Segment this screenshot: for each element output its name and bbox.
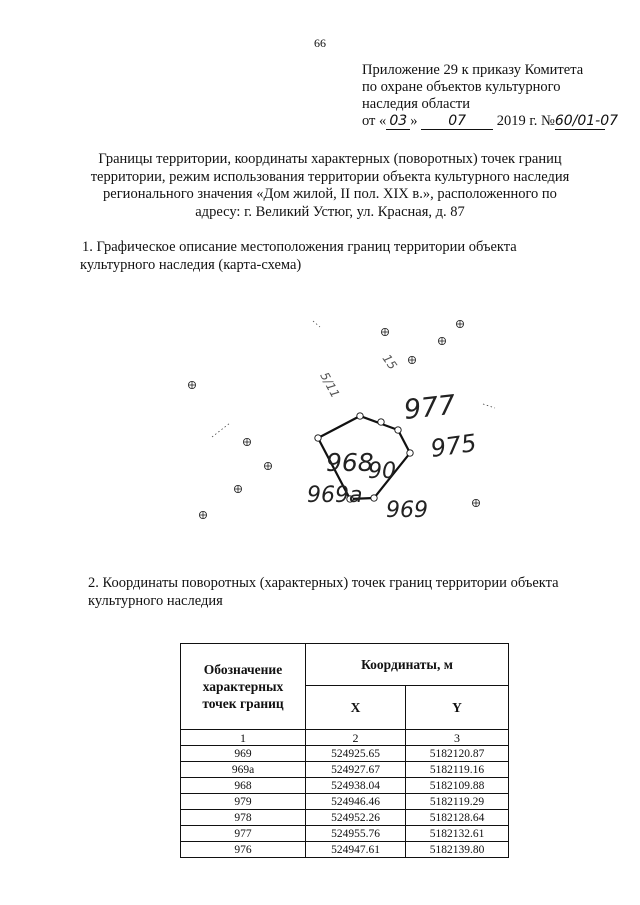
map-label-90: 90: [368, 459, 396, 484]
index-cell: 1: [181, 730, 306, 746]
x-cell: 524952.26: [306, 810, 406, 826]
section-2-line-1: 2. Координаты поворотных (характерных) точек границ территории объекта: [88, 575, 559, 591]
x-cell: 524947.61: [306, 842, 406, 858]
table-row: [181, 762, 509, 778]
boundary-point: [378, 419, 384, 425]
y-cell: 5182119.16: [406, 762, 509, 778]
header-line: точек границ: [202, 696, 284, 711]
point-cell: 968: [181, 778, 306, 794]
x-cell: 524946.46: [306, 794, 406, 810]
index-cell: 2: [306, 730, 406, 746]
table-row: [181, 794, 509, 810]
y-cell: 5182120.87: [406, 746, 509, 762]
heading-line-1: Границы территории, координаты характерных (поворотных) точек границ: [98, 151, 562, 167]
x-cell: 524927.67: [306, 762, 406, 778]
section-1-title: [82, 238, 592, 274]
survey-marker: [472, 499, 479, 506]
heading-line-3: регионального значения «Дом жилой, II пол. XIX в.», расположенного по: [103, 186, 557, 202]
survey-marker: [188, 381, 195, 388]
map-labels: [307, 352, 478, 523]
index-cell: 3: [406, 730, 509, 746]
boundary-point: [395, 427, 401, 433]
y-cell: 5182132.61: [406, 826, 509, 842]
x-cell: 524955.76: [306, 826, 406, 842]
map-label-968: 968: [326, 448, 374, 477]
map-label-975: 975: [428, 428, 479, 463]
heading-line-2: территории, режим использования территории объекта культурного наследия: [90, 168, 570, 185]
x-cell: 524925.65: [306, 746, 406, 762]
survey-marker: [199, 511, 206, 518]
date-mid: »: [410, 113, 418, 129]
survey-marker: [438, 337, 445, 344]
boundary-point: [371, 495, 377, 501]
point-cell: 979: [181, 794, 306, 810]
y-cell: 5182139.80: [406, 842, 509, 858]
point-cell: 976: [181, 842, 306, 858]
survey-marker: [456, 320, 463, 327]
survey-marker: [408, 356, 415, 363]
x-header: X: [306, 686, 406, 730]
appendix-header: [362, 62, 619, 130]
header-line: Обозначение: [203, 662, 283, 677]
survey-marker: [264, 462, 271, 469]
survey-marker: [381, 328, 388, 335]
boundary-point: [407, 450, 413, 456]
survey-marker: [234, 485, 241, 492]
section-1-line-1: 1. Графическое описание местоположения границ территории объекта: [82, 239, 517, 255]
boundary-point: [357, 413, 363, 419]
coordinates-header: Координаты, м: [306, 644, 509, 686]
order-number: 60/01-07: [554, 113, 619, 129]
page-number: 66: [314, 36, 326, 50]
y-cell: 5182128.64: [406, 810, 509, 826]
header-line: характерных: [202, 679, 284, 694]
y-cell: 5182119.29: [406, 794, 509, 810]
x-cell: 524938.04: [306, 778, 406, 794]
survey-marker: [243, 438, 250, 445]
point-designation-header: [181, 644, 306, 730]
boundary-map: [150, 305, 510, 530]
appendix-line-1: Приложение 29 к приказу Комитета: [362, 62, 584, 78]
section-2-title: [88, 574, 598, 610]
point-cell: 978: [181, 810, 306, 826]
appendix-line-3: наследия области: [362, 96, 471, 112]
table-row: [181, 746, 509, 762]
map-label-969a: 969a: [307, 483, 363, 508]
point-cell: 969: [181, 746, 306, 762]
table-row: [181, 778, 509, 794]
table-header-row: [181, 644, 509, 686]
table-row: [181, 826, 509, 842]
date-prefix: от «: [362, 113, 387, 129]
table-row: [181, 810, 509, 826]
date-month: 07: [421, 114, 493, 130]
map-label-15: 15: [379, 351, 400, 373]
y-cell: 5182109.88: [406, 778, 509, 794]
date-day: 03: [386, 114, 410, 130]
table-row: [181, 842, 509, 858]
table-index-row: [181, 730, 509, 746]
boundary-point: [315, 435, 321, 441]
date-year: 2019 г. №: [496, 113, 555, 129]
map-label-969: 969: [386, 498, 428, 523]
section-1-line-2: культурного наследия (карта-схема): [80, 257, 302, 273]
coordinates-table: [180, 643, 509, 858]
point-cell: 969а: [181, 762, 306, 778]
heading-line-4: адресу: г. Великий Устюг, ул. Красная, д. 87: [195, 203, 465, 220]
appendix-line-2: по охране объектов культурного: [362, 79, 561, 95]
section-2-line-2: культурного наследия: [88, 593, 223, 609]
appendix-date-line: [362, 113, 619, 130]
document-heading: [70, 151, 590, 221]
map-label-5-11: 5/11: [317, 369, 343, 401]
y-header: Y: [406, 686, 509, 730]
map-label-977: 977: [402, 389, 457, 426]
point-cell: 977: [181, 826, 306, 842]
